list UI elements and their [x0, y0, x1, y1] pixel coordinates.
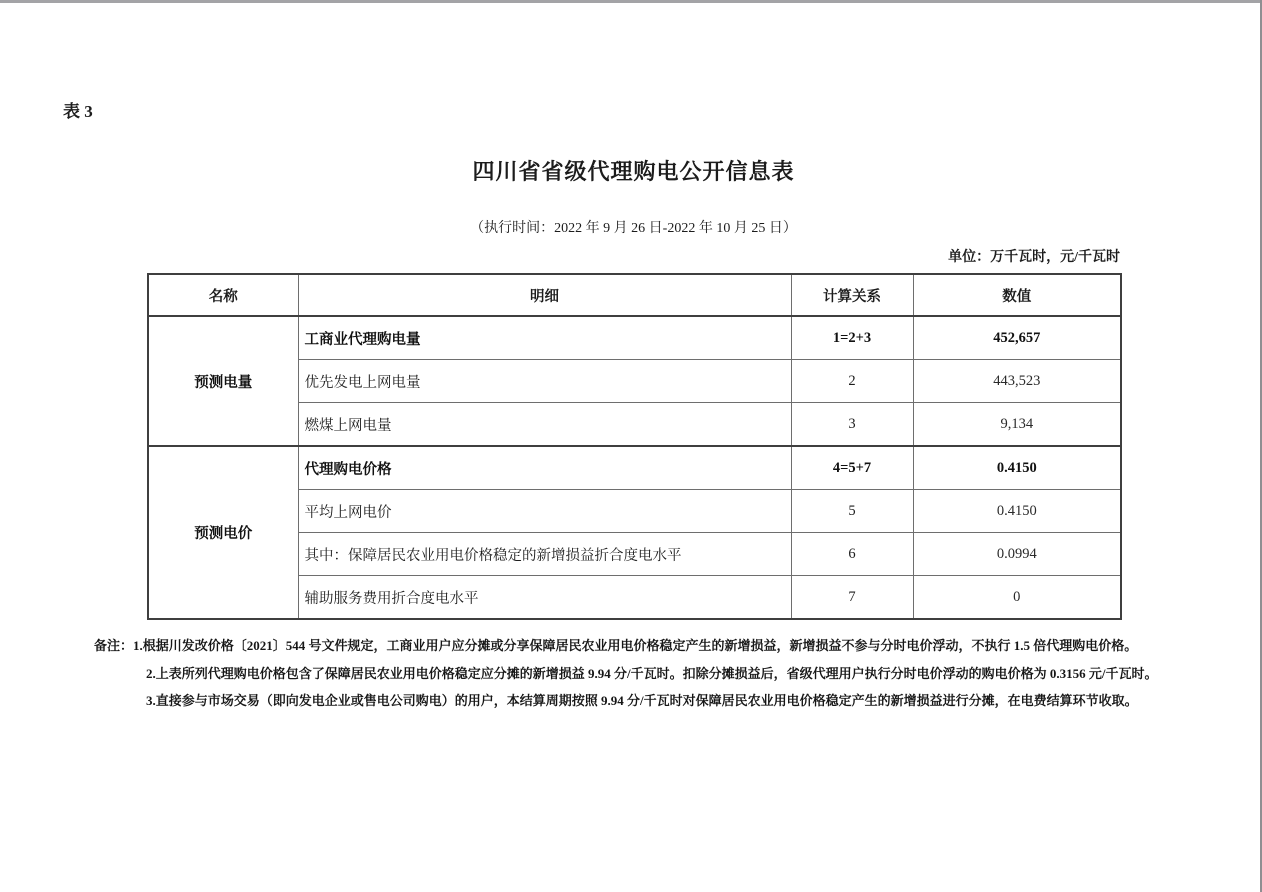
group-label-forecast-volume: 预测电量 [148, 316, 298, 446]
execution-period: （执行时间：2022 年 9 月 26 日-2022 年 10 月 25 日） [470, 221, 797, 236]
row-value: 0 [913, 576, 1121, 620]
table-row [148, 316, 1121, 360]
row-relation: 1=2+3 [791, 316, 913, 360]
row-relation: 7 [791, 576, 913, 620]
row-relation: 2 [791, 360, 913, 403]
row-relation: 3 [791, 403, 913, 447]
footnote-line-1 [94, 632, 1224, 660]
row-value: 0.4150 [913, 490, 1121, 533]
row-relation: 4=5+7 [791, 446, 913, 490]
footnote-text: 2.上表所列代理购电价格包含了保障居民农业用电价格稳定应分摊的新增损益 9.94 分/千瓦时。扣除分摊损益后，省级代理用户执行分时电价浮动的购电价格为 0.3156 元/千瓦时。 [146, 665, 1158, 681]
row-value: 0.4150 [913, 446, 1121, 490]
footnote-line-2 [94, 660, 1224, 688]
row-detail: 代理购电价格 [298, 446, 791, 490]
row-relation: 5 [791, 490, 913, 533]
window-top-edge [0, 0, 1262, 3]
table-header-row [148, 274, 1121, 316]
footnote-text: 1.根据川发改价格〔2021〕544 号文件规定，工商业用户应分摊或分享保障居民农业用电价格稳定产生的新增损益，新增损益不参与分时电价浮动，不执行 1.5 倍代理购电价格。 [133, 638, 1138, 653]
header-detail: 明细 [298, 274, 791, 316]
unit-note: 单位：万千瓦时，元/千瓦时 [948, 250, 1120, 265]
footnote-text: 3.直接参与市场交易（即向发电企业或售电公司购电）的用户，本结算周期按照 9.94 分/千瓦时对保障居民农业用电价格稳定产生的新增损益进行分摊，在电费结算环节收取。 [146, 693, 1138, 708]
row-value: 9,134 [913, 403, 1121, 447]
header-relation: 计算关系 [791, 274, 913, 316]
footnote-prefix: 备注： [94, 638, 134, 653]
row-detail: 优先发电上网电量 [298, 360, 791, 403]
row-value: 452,657 [913, 316, 1121, 360]
row-value: 0.0994 [913, 533, 1121, 576]
row-detail: 燃煤上网电量 [298, 403, 791, 447]
table-row [148, 446, 1121, 490]
footnotes [94, 632, 1224, 715]
row-detail: 辅助服务费用折合度电水平 [298, 576, 791, 620]
header-name: 名称 [148, 274, 298, 316]
info-table [147, 273, 1122, 620]
row-relation: 6 [791, 533, 913, 576]
page-title: 四川省省级代理购电公开信息表 [472, 159, 795, 184]
group-label-forecast-price: 预测电价 [148, 446, 298, 619]
row-detail: 平均上网电价 [298, 490, 791, 533]
footnote-line-3 [94, 687, 1224, 715]
table-number-label: 表 3 [63, 102, 93, 121]
row-detail: 其中：保障居民农业用电价格稳定的新增损益折合度电水平 [298, 533, 791, 576]
row-value: 443,523 [913, 360, 1121, 403]
header-value: 数值 [913, 274, 1121, 316]
row-detail: 工商业代理购电量 [298, 316, 791, 360]
